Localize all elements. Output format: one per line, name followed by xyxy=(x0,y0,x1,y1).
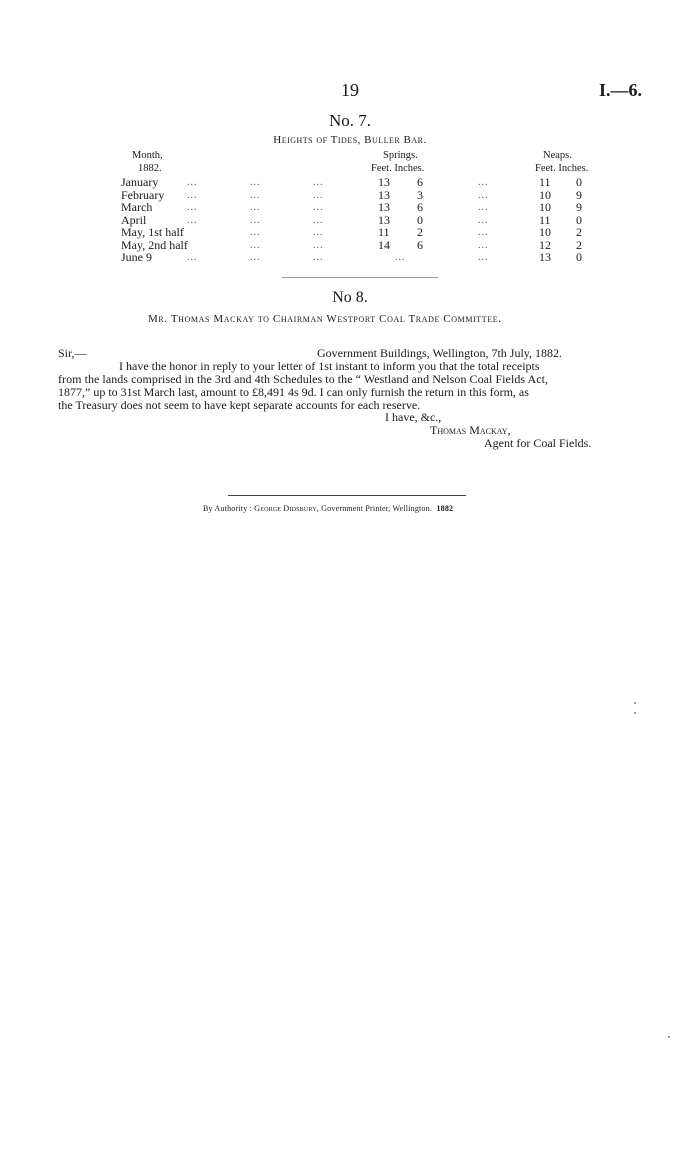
neaps-feet-cell: 10 xyxy=(539,225,551,239)
leader-dots: ... xyxy=(478,202,489,213)
neaps-feet-cell: 11 xyxy=(539,212,551,227)
neaps-inches-cell: 2 xyxy=(576,225,582,239)
springs-feet-cell: 13 xyxy=(378,200,390,214)
springs-feet-cell: 14 xyxy=(378,237,390,252)
springs-feet-cell: 13 xyxy=(378,212,390,227)
month-cell: January xyxy=(121,175,159,189)
month-header: Month, xyxy=(132,150,163,161)
leader-dots: ... xyxy=(187,202,198,213)
imprint-rest: , Government Printer, Wellington. xyxy=(316,504,433,513)
leader-dots: ... xyxy=(187,252,198,263)
letter-address: Government Buildings, Wellington, 7th July, 1882. xyxy=(317,346,563,360)
imprint-year: 1882 xyxy=(436,504,454,513)
footer-divider xyxy=(228,495,466,496)
table-row xyxy=(0,189,700,202)
table-title: No. 7. xyxy=(328,111,372,130)
month-cell: February xyxy=(121,187,165,202)
neaps-feet-cell: 10 xyxy=(539,187,551,202)
table-subtitle: Heights of Tides, Buller Bar. xyxy=(273,134,427,146)
leader-dots: ... xyxy=(313,227,324,238)
month-cell: April xyxy=(121,212,147,227)
leader-dots: ... xyxy=(250,252,261,263)
letter-body-line: I have the honor in reply to your letter of 1st instant to inform you that the total receipts xyxy=(119,359,540,373)
leader-dots: ... xyxy=(187,189,198,201)
page-number: 19 xyxy=(341,80,359,100)
springs-feet-cell: 13 xyxy=(378,187,390,202)
neaps-units-header: Feet. Inches. xyxy=(535,163,589,174)
scan-speck xyxy=(634,712,636,714)
leader-dots: ... xyxy=(313,202,324,213)
neaps-feet-cell: 13 xyxy=(539,250,551,264)
letter-body-line: 1877,” up to 31st March last, amount to £8,491 4s 9d. I can only furnish the return in this form, as xyxy=(58,385,529,399)
neaps-feet-cell: 10 xyxy=(539,200,551,214)
leader-dots: ... xyxy=(478,252,489,263)
leader-dots: ... xyxy=(187,177,198,188)
letter-signature: Thomas Mackay, xyxy=(430,423,511,437)
neaps-inches-cell: 9 xyxy=(576,187,582,202)
neaps-inches-cell: 9 xyxy=(576,200,582,214)
neaps-inches-cell: 2 xyxy=(576,237,582,252)
neaps-header: Neaps. xyxy=(543,150,572,161)
leader-dots: ... xyxy=(478,227,489,238)
scan-speck xyxy=(634,702,636,704)
letter-title: No 8. xyxy=(332,289,368,306)
leader-dots: ... xyxy=(250,227,261,238)
leader-dots: ... xyxy=(313,214,324,226)
springs-inches-cell: 6 xyxy=(417,175,423,189)
section-divider xyxy=(282,277,438,278)
table-row xyxy=(0,226,700,239)
leader-dots: ... xyxy=(313,189,324,201)
letter-subtitle: Mr. Thomas Mackay to Chairman Westport Coal Trade Committee. xyxy=(148,313,502,325)
neaps-inches-cell: 0 xyxy=(576,212,582,227)
leader-dots: ... xyxy=(250,189,261,201)
leader-dots: ... xyxy=(250,239,261,251)
table-row xyxy=(0,201,700,214)
leader-dots: ... xyxy=(478,189,489,201)
springs-inches-cell: 0 xyxy=(417,212,423,227)
year-header: 1882. xyxy=(138,163,162,174)
scan-speck xyxy=(668,1036,670,1038)
leader-dots: ... xyxy=(478,239,489,251)
springs-inches-cell: 2 xyxy=(417,225,423,239)
leader-dots: ... xyxy=(250,177,261,188)
neaps-feet-cell: 11 xyxy=(539,175,551,189)
leader-dots: ... xyxy=(250,202,261,213)
springs-inches-cell: 3 xyxy=(417,187,423,202)
document-reference: I.—6. xyxy=(598,80,642,100)
neaps-inches-cell: 0 xyxy=(576,250,582,264)
table-row xyxy=(0,239,700,252)
springs-header: Springs. xyxy=(383,150,418,161)
neaps-feet-cell: 12 xyxy=(539,237,551,252)
letter-closing: I have, &c., xyxy=(385,410,442,424)
springs-inches-cell: 6 xyxy=(417,200,423,214)
springs-feet-cell: 11 xyxy=(378,225,390,239)
springs-feet-cell: ... xyxy=(395,252,406,263)
month-cell: March xyxy=(121,200,153,214)
letter-body-line: the Treasury does not seem to have kept separate accounts for each reserve. xyxy=(58,398,421,412)
printer-name: George Didsbury xyxy=(254,504,317,513)
leader-dots: ... xyxy=(250,214,261,226)
springs-units-header: Feet. Inches. xyxy=(371,163,425,174)
springs-inches-cell: 6 xyxy=(417,237,423,252)
salutation: Sir,— xyxy=(58,346,87,360)
month-cell: May, 2nd half xyxy=(121,237,188,252)
imprint-prefix: By Authority : xyxy=(203,504,255,513)
leader-dots: ... xyxy=(478,177,489,188)
leader-dots: ... xyxy=(187,214,198,226)
leader-dots: ... xyxy=(478,214,489,226)
month-cell: May, 1st half xyxy=(121,225,184,239)
table-row xyxy=(0,251,700,264)
month-cell: June 9 xyxy=(121,250,152,264)
leader-dots: ... xyxy=(313,177,324,188)
springs-feet-cell: 13 xyxy=(378,175,390,189)
leader-dots: ... xyxy=(313,252,324,263)
leader-dots: ... xyxy=(313,239,324,251)
neaps-inches-cell: 0 xyxy=(576,175,582,189)
printer-imprint xyxy=(203,504,453,513)
table-row xyxy=(0,176,700,189)
signature-title: Agent for Coal Fields. xyxy=(484,436,592,450)
letter-body-line: from the lands comprised in the 3rd and 4th Schedules to the “ Westland and Nelson Coal Fields Act, xyxy=(58,372,549,386)
table-row xyxy=(0,214,700,227)
